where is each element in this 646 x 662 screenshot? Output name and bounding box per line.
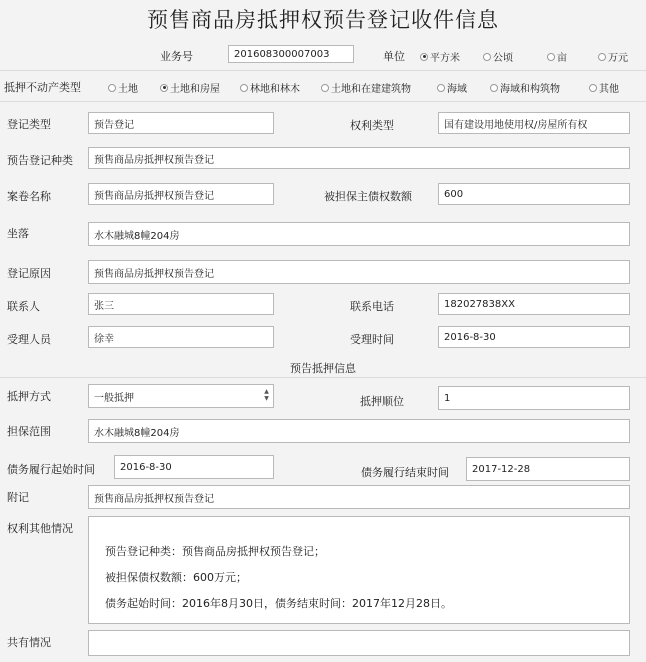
right-type-label: 权利类型 [350,119,394,132]
property-type-forest[interactable] [240,80,300,95]
accept-time-label: 受理时间 [350,333,394,346]
property-type-option-label: 林地和林木 [250,84,300,95]
property-type-option-label: 土地和房屋 [170,84,220,95]
property-type-option-label: 海域 [447,84,467,95]
unit-radio-label: 公顷 [493,53,513,64]
unit-radio-label: 亩 [557,53,567,64]
handler-label: 受理人员 [7,333,51,346]
accept-time-field[interactable]: 2016-8-30 [438,326,630,348]
pre-reg-kind-field[interactable]: 预售商品房抵押权预告登记 [88,147,630,169]
other-info-textarea[interactable] [88,516,630,624]
other-info-line: 债务起始时间：2016年8月30日，债务结束时间：2017年12月28日。 [105,597,452,610]
property-type-label: 抵押不动产类型 [4,81,81,94]
property-type-option-label: 海域和构筑物 [500,84,560,95]
radio-unchecked-icon [547,53,555,61]
secured-amount-field[interactable]: 600 [438,183,630,205]
business-no-field[interactable]: 201608300007003 [228,45,354,63]
unit-radio-sqm[interactable] [420,49,460,64]
contact-field[interactable]: 张三 [88,293,274,315]
divider [0,377,646,378]
mortgage-method-label: 抵押方式 [7,390,51,403]
file-name-field[interactable]: 预售商品房抵押权预告登记 [88,183,274,205]
mortgage-order-label: 抵押顺位 [360,395,404,408]
debt-end-label: 债务履行结束时间 [361,466,449,479]
radio-unchecked-icon [483,53,491,61]
property-type-option-label: 土地和在建建筑物 [331,84,411,95]
scope-label: 担保范围 [7,425,51,438]
handler-field[interactable]: 徐幸 [88,326,274,348]
radio-unchecked-icon [598,53,606,61]
unit-radio-label: 万元 [608,53,628,64]
reg-reason-field[interactable]: 预售商品房抵押权预告登记 [88,260,630,284]
property-type-land[interactable] [108,80,138,95]
other-info-line: 预告登记种类：预售商品房抵押权预告登记； [105,545,325,558]
property-type-land-house[interactable] [160,80,220,95]
unit-radio-wanyuan[interactable] [598,49,628,64]
property-type-option-label: 其他 [599,84,619,95]
shared-field[interactable] [88,630,630,656]
property-type-sea[interactable] [437,80,467,95]
radio-unchecked-icon [490,84,498,92]
shared-label: 共有情况 [7,636,51,649]
right-type-field[interactable]: 国有建设用地使用权/房屋所有权 [438,112,630,134]
scope-field[interactable]: 水木融城8幢204房 [88,419,630,443]
reg-reason-label: 登记原因 [7,267,51,280]
reg-type-field[interactable]: 预告登记 [88,112,274,134]
business-no-label: 业务号 [160,50,193,63]
radio-checked-icon [160,84,168,92]
debt-start-field[interactable]: 2016-8-30 [114,455,274,479]
mortgage-method-value: 一般抵押 [94,392,134,404]
other-info-label: 权利其他情况 [7,522,73,535]
other-info-line: 被担保债权数额：600万元； [105,571,247,584]
divider [0,101,646,102]
unit-radio-mu[interactable] [547,49,567,64]
reg-type-label: 登记类型 [7,118,51,131]
contact-label: 联系人 [7,300,40,313]
mortgage-order-field[interactable]: 1 [438,386,630,410]
property-type-sea-structure[interactable] [490,80,560,95]
phone-label: 联系电话 [350,300,394,313]
file-name-label: 案卷名称 [7,190,51,203]
page-title: 预售商品房抵押权预告登记收件信息 [147,8,499,32]
radio-unchecked-icon [437,84,445,92]
location-field[interactable]: 水木融城8幢204房 [88,222,630,246]
unit-radio-label: 平方米 [430,53,460,64]
note-field[interactable]: 预售商品房抵押权预告登记 [88,485,630,509]
mortgage-method-select[interactable] [88,384,274,408]
unit-radio-hectare[interactable] [483,49,513,64]
property-type-option-label: 土地 [118,84,138,95]
property-type-other[interactable] [589,80,619,95]
unit-label: 单位 [383,50,405,63]
section-title: 预告抵押信息 [290,362,356,375]
radio-unchecked-icon [321,84,329,92]
debt-start-label: 债务履行起始时间 [7,463,95,476]
debt-end-field[interactable]: 2017-12-28 [466,457,630,481]
secured-amount-label: 被担保主债权数额 [324,190,412,203]
radio-unchecked-icon [589,84,597,92]
select-stepper-icon: ▲ ▼ [264,388,269,402]
phone-field[interactable]: 182027838XX [438,293,630,315]
property-type-land-building[interactable] [321,80,411,95]
radio-checked-icon [420,53,428,61]
radio-unchecked-icon [108,84,116,92]
location-label: 坐落 [7,227,29,240]
pre-reg-kind-label: 预告登记种类 [7,154,73,167]
radio-unchecked-icon [240,84,248,92]
divider [0,70,646,71]
note-label: 附记 [7,491,29,504]
